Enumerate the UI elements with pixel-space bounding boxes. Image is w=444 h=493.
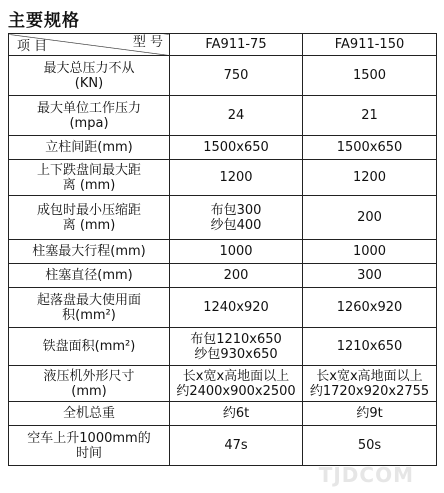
- value-cell-1: 47s: [170, 426, 303, 466]
- value-cell-1: 1200: [170, 160, 303, 196]
- value-cell-1: 长x宽x高地面以上 约2400x900x2500: [170, 366, 303, 402]
- table-row: [9, 288, 437, 328]
- row-label: 上下跌盘间最大距 离 (mm): [9, 160, 170, 196]
- row-label: 空车上升1000mm的 时间: [9, 426, 170, 466]
- value-cell-1: 200: [170, 264, 303, 288]
- value-cell-2: 长x宽x高地面以上 约1720x920x2755: [303, 366, 437, 402]
- value-cell-2: 约9t: [303, 402, 437, 426]
- value-cell-2: 1200: [303, 160, 437, 196]
- row-label: 最大单位工作压力 (mpa): [9, 96, 170, 136]
- table-row: [9, 366, 437, 402]
- watermark-logo: TJDCOM: [318, 463, 414, 487]
- model-header-2: FA911-150: [303, 34, 437, 56]
- value-cell-1: 24: [170, 96, 303, 136]
- table-row: [9, 402, 437, 426]
- value-cell-1: 750: [170, 56, 303, 96]
- row-label: 全机总重: [9, 402, 170, 426]
- value-cell-1: 约6t: [170, 402, 303, 426]
- value-cell-2: 1210x650: [303, 328, 437, 366]
- value-cell-2: 50s: [303, 426, 437, 466]
- value-cell-2: 1500x650: [303, 136, 437, 160]
- row-label: 柱塞直径(mm): [9, 264, 170, 288]
- corner-header-cell: [9, 34, 170, 56]
- header-row: [9, 34, 437, 56]
- row-label: 最大总压力不从 (KN): [9, 56, 170, 96]
- row-label: 立柱间距(mm): [9, 136, 170, 160]
- value-cell-2: 1500: [303, 56, 437, 96]
- value-cell-2: 300: [303, 264, 437, 288]
- value-cell-1: 布包1210x650 纱包930x650: [170, 328, 303, 366]
- table-row: [9, 136, 437, 160]
- corner-top-label: 型 号: [132, 35, 163, 50]
- corner-bottom-label: 项 目: [17, 39, 48, 54]
- spec-table: [8, 33, 437, 466]
- table-row: [9, 426, 437, 466]
- table-row: [9, 56, 437, 96]
- table-row: [9, 96, 437, 136]
- value-cell-1: 1000: [170, 240, 303, 264]
- row-label: 铁盘面积(mm²): [9, 328, 170, 366]
- table-row: [9, 240, 437, 264]
- value-cell-1: 1240x920: [170, 288, 303, 328]
- table-row: [9, 160, 437, 196]
- value-cell-2: 200: [303, 196, 437, 240]
- model-header-1: FA911-75: [170, 34, 303, 56]
- table-row: [9, 196, 437, 240]
- row-label: 液压机外形尺寸 (mm): [9, 366, 170, 402]
- value-cell-1: 布包300 纱包400: [170, 196, 303, 240]
- table-row: [9, 264, 437, 288]
- row-label: 起落盘最大使用面 积(mm²): [9, 288, 170, 328]
- table-row: [9, 328, 437, 366]
- value-cell-2: 1000: [303, 240, 437, 264]
- row-label: 成包时最小压缩距 离 (mm): [9, 196, 170, 240]
- page-title: 主要规格: [8, 11, 80, 31]
- value-cell-2: 21: [303, 96, 437, 136]
- value-cell-2: 1260x920: [303, 288, 437, 328]
- value-cell-1: 1500x650: [170, 136, 303, 160]
- row-label: 柱塞最大行程(mm): [9, 240, 170, 264]
